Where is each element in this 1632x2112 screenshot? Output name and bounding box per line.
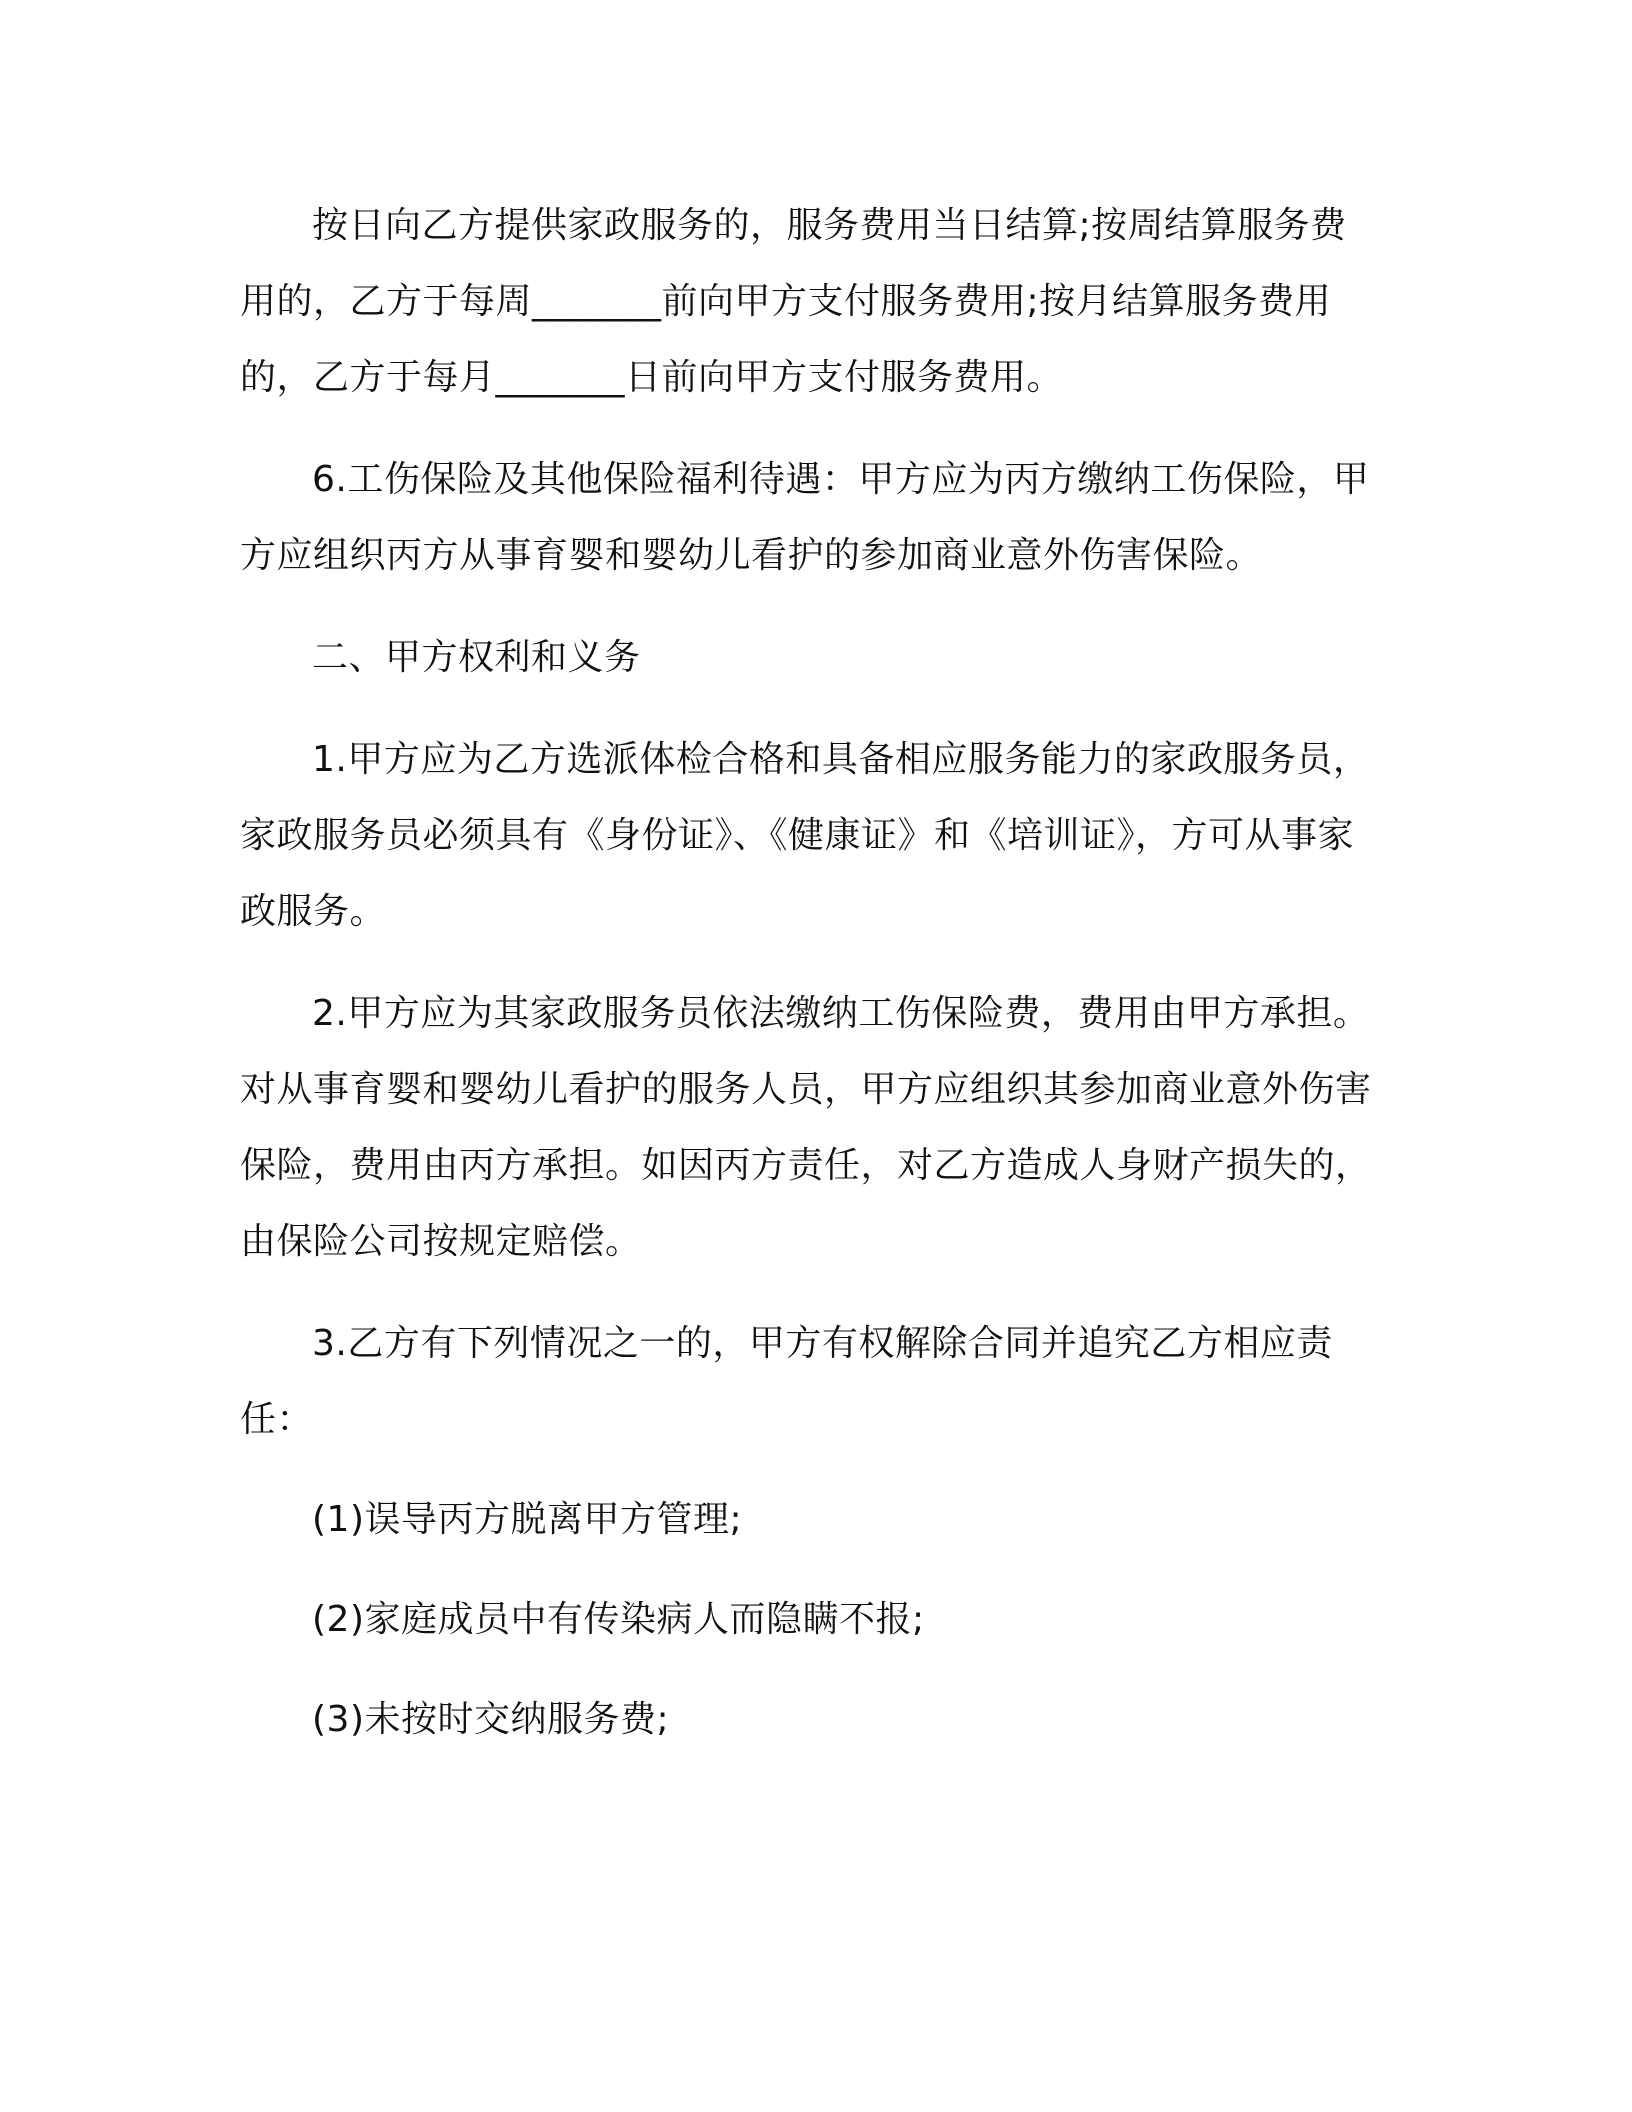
- paragraph-clause-1: 1.甲方应为乙方选派体检合格和具备相应服务能力的家政服务员，家政服务员必须具有《身份证》、《健康证》和《培训证》，方可从事家政服务。: [240, 739, 1370, 932]
- section-heading-party-a-rights: 二、甲方权利和义务: [312, 637, 641, 678]
- paragraph-settlement: 按日向乙方提供家政服务的，服务费用当日结算;按周结算服务费用的，乙方于每周_______前向甲方支付服务费用;按月结算服务费用的，乙方于每月_______日前向甲方支付服务费用。: [240, 205, 1347, 398]
- document-body: [240, 188, 1380, 1758]
- list-item-2: (2)家庭成员中有传染病人而隐瞒不报;: [312, 1599, 925, 1640]
- paragraph-clause-2: 2.甲方应为其家政服务员依法缴纳工伤保险费，费用由甲方承担。对从事育婴和婴幼儿看护的服务人员，甲方应组织其参加商业意外伤害保险，费用由丙方承担。如因丙方责任，对乙方造成人身财产损失的，由保险公司按规定赔偿。: [240, 993, 1372, 1262]
- paragraph-clause-3: 3.乙方有下列情况之一的，甲方有权解除合同并追究乙方相应责任：: [240, 1323, 1333, 1440]
- list-item-3: (3)未按时交纳服务费;: [312, 1699, 670, 1740]
- list-item-1: (1)误导丙方脱离甲方管理;: [312, 1499, 743, 1540]
- paragraph-insurance: 6.工伤保险及其他保险福利待遇：甲方应为丙方缴纳工伤保险，甲方应组织丙方从事育婴和婴幼儿看护的参加商业意外伤害保险。: [240, 459, 1370, 576]
